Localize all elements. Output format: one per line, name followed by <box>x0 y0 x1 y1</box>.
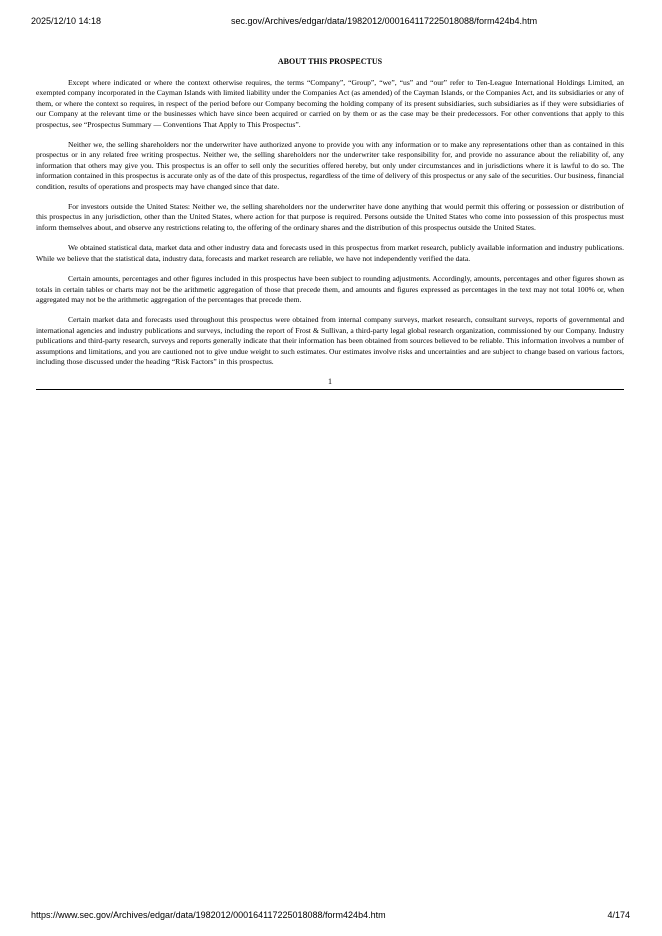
document-body <box>36 57 624 390</box>
print-footer <box>31 909 630 923</box>
print-header <box>31 15 630 29</box>
print-full-url: https://www.sec.gov/Archives/edgar/data/1982012/000164117225018088/form424b4.htm <box>31 910 386 920</box>
print-datetime: 2025/12/10 14:18 <box>31 16 102 26</box>
paragraph-definitions: Except where indicated or where the context otherwise requires, the terms “Company”, “Group”, “we”, “us” and “our” refer to Ten-League International Holdings Limited, an exempted company incorporated in the Cayman Islands with limited liability under the Companies Act (as amended) of the Cayman Islands, or the Companies Act, and its subsidiaries or any of them, or where the context so requires, in respect of the period before our Company becoming the holding company of its present subsidiaries, such subsidiaries as if they were subsidiaries of our Company at the relevant time or the businesses which have since been acquired or carried on by them or as the case may be their predecessors. For other conventions that apply to this prospectus, see “Prospectus Summary — Conventions That Apply to This Prospectus”. <box>36 78 624 129</box>
paragraph-investors-outside-us: For investors outside the United States: Neither we, the selling shareholders nor the underwriter have done anything that would permit this offering or possession or distribution of this prospectus in any jurisdiction, other than the United States, where action for that purpose is required. Persons outside the United States who come into possession of this prospectus must inform themselves about, and observe any restrictions relating to, the offering of the ordinary shares and the distribution of this prospectus outside the United States. <box>36 202 624 232</box>
paragraph-rounding: Certain amounts, percentages and other figures included in this prospectus have been subject to rounding adjustments. Accordingly, amounts, percentages and other figures shown as totals in certain tables or charts may not be the arithmetic aggregation of those that precede them, and amounts and figures expressed as percentages in the text may not total 100% or, when aggregated may not be the arithmetic aggregation of the percentages that precede them. <box>36 274 624 304</box>
page-divider <box>36 389 624 390</box>
print-page-counter: 4/174 <box>607 910 630 920</box>
paragraph-statistical-data: We obtained statistical data, market data and other industry data and forecasts used in this prospectus from market research, publicly available information and industry publications. While we believe that the statistical data, industry data, forecasts and market research are reliable, we have not independently verified the data. <box>36 243 624 263</box>
section-title: ABOUT THIS PROSPECTUS <box>277 57 383 66</box>
print-page-url: sec.gov/Archives/edgar/data/1982012/000164117225018088/form424b4.htm <box>231 16 538 26</box>
paragraph-authorization: Neither we, the selling shareholders nor the underwriter have authorized anyone to provide you with any information or to make any representations other than as contained in this prospectus or in any related free writing prospectus. Neither we, the selling shareholders nor the underwriter take responsibility for, and provide no assurance about the reliability of, any information that others may give you. This prospectus is an offer to sell only the securities offered hereby, but only under circumstances and in jurisdictions where it is lawful to do so. The information contained in this prospectus is accurate only as of the date of this prospectus, regardless of the time of delivery of this prospectus or any sale of the securities. Our business, financial condition, results of operations and prospects may have changed since that date. <box>36 140 624 191</box>
paragraph-market-data: Certain market data and forecasts used throughout this prospectus were obtained from internal company surveys, market research, consultant surveys, reports of governmental and international agencies and industry publications and surveys, including the report of Frost & Sullivan, a third-party legal global research organization, commissioned by our Company. Industry publications and third-party research, surveys and reports generally indicate that their information has been obtained from sources believed to be reliable. This information involves a number of assumptions and limitations, and you are cautioned not to give undue weight to such estimates. Our estimates involve risks and uncertainties and are subject to change based on various factors, including those discussed under the heading “Risk Factors” in this prospectus. <box>36 315 624 366</box>
page-number: 1 <box>328 377 332 387</box>
